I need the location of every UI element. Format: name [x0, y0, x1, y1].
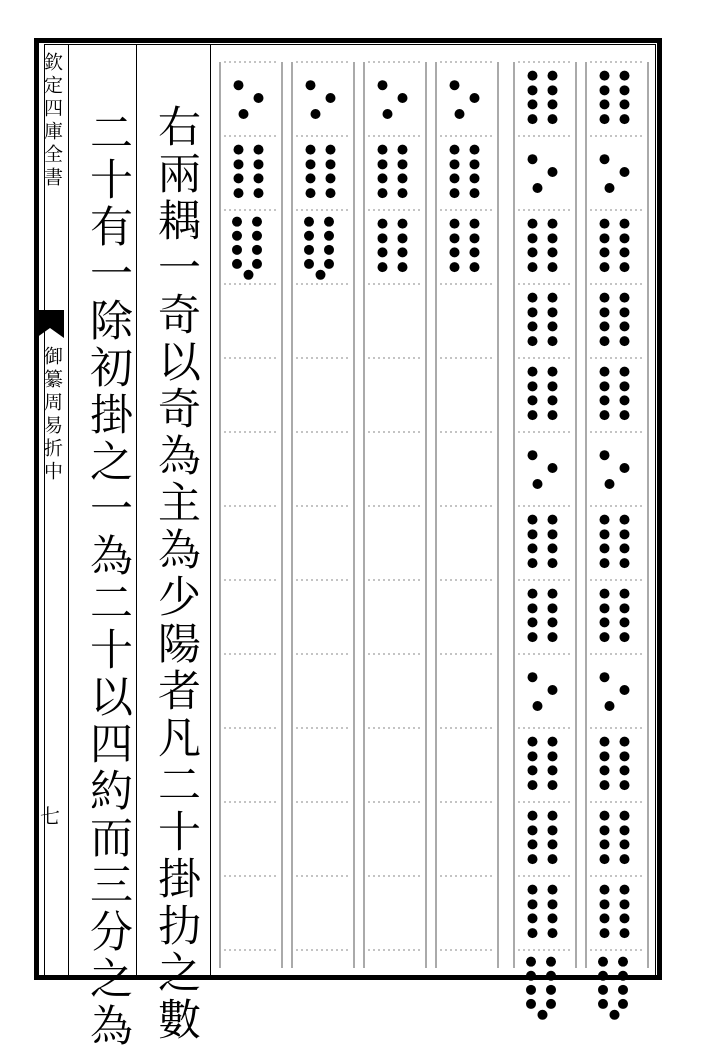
count-dot [620, 463, 630, 473]
count-dot [620, 99, 630, 109]
count-dot [252, 259, 262, 269]
count-dot [528, 617, 538, 627]
count-dot [548, 899, 558, 909]
count-dot [398, 233, 408, 243]
count-dot [548, 529, 558, 539]
count-dot [618, 957, 628, 967]
count-dot [548, 751, 558, 761]
count-dot [398, 219, 408, 229]
count-dot [620, 114, 630, 124]
count-dot [548, 395, 558, 405]
count-dot [232, 245, 242, 255]
count-dot [600, 558, 610, 568]
count-dot [548, 685, 558, 695]
count-dot [620, 410, 630, 420]
count-dot [470, 93, 480, 103]
count-dot [528, 854, 538, 864]
count-dot [600, 811, 610, 821]
count-dot [548, 367, 558, 377]
count-dot [304, 231, 314, 241]
count-dot [528, 114, 538, 124]
count-dot [600, 99, 610, 109]
count-dot [620, 293, 630, 303]
count-dot [548, 233, 558, 243]
count-dot [620, 603, 630, 613]
count-dot [526, 999, 536, 1009]
count-dot [232, 217, 242, 227]
count-dot [528, 543, 538, 553]
count-dot [324, 259, 334, 269]
count-dot [600, 913, 610, 923]
count-dot [304, 245, 314, 255]
count-dot [450, 159, 460, 169]
count-dot [548, 515, 558, 525]
count-dot [600, 751, 610, 761]
count-dot [548, 737, 558, 747]
count-dot [528, 751, 538, 761]
count-dot [470, 145, 480, 155]
count-dot [620, 780, 630, 790]
count-dot [533, 183, 543, 193]
count-dot [598, 971, 608, 981]
count-dot [600, 603, 610, 613]
count-dot [610, 1010, 620, 1020]
count-dot [398, 188, 408, 198]
count-dot [620, 928, 630, 938]
count-dot [620, 71, 630, 81]
count-dot [538, 1010, 548, 1020]
count-dot [234, 159, 244, 169]
count-dot [620, 737, 630, 747]
count-dot [548, 617, 558, 627]
count-dot [455, 109, 465, 119]
count-dot [528, 450, 538, 460]
count-dot [383, 109, 393, 119]
count-dot [528, 825, 538, 835]
count-dot [450, 247, 460, 257]
count-dot [528, 219, 538, 229]
count-dot [600, 617, 610, 627]
count-dot [528, 780, 538, 790]
count-dot [254, 188, 264, 198]
count-dot [450, 233, 460, 243]
count-dot [324, 245, 334, 255]
count-dot [528, 99, 538, 109]
count-dot [620, 589, 630, 599]
count-dot [618, 985, 628, 995]
count-dot [548, 543, 558, 553]
count-dot [528, 737, 538, 747]
count-dot [528, 381, 538, 391]
count-dot [605, 479, 615, 489]
count-dot [605, 701, 615, 711]
count-dot [398, 159, 408, 169]
count-dot [528, 262, 538, 272]
count-dot [600, 529, 610, 539]
count-dot [526, 971, 536, 981]
count-dot [600, 367, 610, 377]
count-dot [306, 80, 316, 90]
count-dot [548, 219, 558, 229]
count-dot [548, 410, 558, 420]
count-dot [378, 80, 388, 90]
count-dot [548, 825, 558, 835]
count-dot [620, 825, 630, 835]
count-dot [324, 217, 334, 227]
count-dot [528, 839, 538, 849]
count-dot [620, 885, 630, 895]
count-dot [450, 80, 460, 90]
count-dot [548, 558, 558, 568]
count-dot [598, 957, 608, 967]
count-dot [528, 321, 538, 331]
count-dot [620, 262, 630, 272]
count-dot [620, 167, 630, 177]
count-dot [234, 80, 244, 90]
count-dot [470, 247, 480, 257]
count-dot [620, 685, 630, 695]
count-dot [546, 971, 556, 981]
count-dot [618, 999, 628, 1009]
count-dot [600, 450, 610, 460]
count-dot [620, 233, 630, 243]
count-dot [528, 765, 538, 775]
count-dot [528, 395, 538, 405]
count-dot [234, 173, 244, 183]
count-dot [528, 928, 538, 938]
count-dot [600, 381, 610, 391]
count-dot [546, 999, 556, 1009]
count-dot [620, 854, 630, 864]
count-dot [316, 270, 326, 280]
count-dot [378, 262, 388, 272]
count-dot [528, 71, 538, 81]
count-dot [600, 589, 610, 599]
count-dot [600, 321, 610, 331]
count-dot [600, 262, 610, 272]
count-dot [620, 632, 630, 642]
count-dot [546, 985, 556, 995]
count-dot [526, 985, 536, 995]
count-dot [548, 913, 558, 923]
count-dot [533, 479, 543, 489]
count-dot [620, 839, 630, 849]
count-dot [324, 231, 334, 241]
count-dot [232, 231, 242, 241]
count-dot [600, 632, 610, 642]
count-dot [528, 515, 538, 525]
count-dot [548, 603, 558, 613]
count-dot [600, 854, 610, 864]
count-dot [548, 293, 558, 303]
count-dot [600, 233, 610, 243]
count-dot [254, 173, 264, 183]
count-dot [326, 93, 336, 103]
count-dot [232, 259, 242, 269]
count-dot [548, 247, 558, 257]
count-dot [548, 632, 558, 642]
count-dot [600, 307, 610, 317]
count-dot [528, 529, 538, 539]
text-column-1: 右兩耦一奇以奇為主為少陽者凡二十掛扐之數 [151, 104, 201, 1044]
count-dot [252, 245, 262, 255]
count-dot [598, 999, 608, 1009]
count-dot [254, 159, 264, 169]
count-dot [528, 307, 538, 317]
count-dot [548, 71, 558, 81]
count-dot [548, 336, 558, 346]
count-dot [600, 410, 610, 420]
count-dot [620, 515, 630, 525]
count-dot [600, 899, 610, 909]
count-dot [600, 928, 610, 938]
count-dot [620, 336, 630, 346]
count-dot [620, 307, 630, 317]
count-dot [620, 219, 630, 229]
count-dot [234, 188, 244, 198]
count-dot [528, 589, 538, 599]
count-dot [528, 899, 538, 909]
count-dot [600, 672, 610, 682]
count-dot [306, 188, 316, 198]
count-dot [326, 159, 336, 169]
count-dot [548, 99, 558, 109]
count-dot [600, 765, 610, 775]
count-dot [254, 145, 264, 155]
count-dot [620, 529, 630, 539]
count-dot [620, 765, 630, 775]
count-dot [311, 109, 321, 119]
count-dot [548, 885, 558, 895]
count-dot [239, 109, 249, 119]
count-dot [326, 173, 336, 183]
count-dot [306, 173, 316, 183]
count-dot [548, 928, 558, 938]
count-dot [304, 217, 314, 227]
count-dot [620, 367, 630, 377]
count-dot [528, 293, 538, 303]
count-dot [548, 854, 558, 864]
count-dot [378, 247, 388, 257]
count-dot [620, 913, 630, 923]
count-dot [620, 247, 630, 257]
count-dot [548, 765, 558, 775]
count-dot [600, 515, 610, 525]
count-dot [528, 672, 538, 682]
count-dot [548, 839, 558, 849]
count-dot [528, 632, 538, 642]
count-dot [244, 270, 254, 280]
count-dot [398, 262, 408, 272]
count-dot [306, 159, 316, 169]
count-dot [548, 381, 558, 391]
count-dot [600, 543, 610, 553]
book-title: 欽定四庫全書 [41, 52, 63, 190]
count-dot [378, 188, 388, 198]
count-dot [378, 173, 388, 183]
count-dot [605, 183, 615, 193]
count-dot [598, 985, 608, 995]
count-dot [326, 188, 336, 198]
count-dot [618, 971, 628, 981]
count-dot [304, 259, 314, 269]
count-dot [234, 145, 244, 155]
count-dot [526, 957, 536, 967]
count-dot [528, 85, 538, 95]
count-dot [548, 463, 558, 473]
count-dot [620, 381, 630, 391]
count-dot [620, 321, 630, 331]
count-dot [548, 307, 558, 317]
text-column-2: 二十有一除初掛之一為二十以四約而三分之為 [83, 110, 133, 1050]
count-dot [528, 885, 538, 895]
count-dot [378, 219, 388, 229]
count-dot [600, 85, 610, 95]
count-dot [600, 247, 610, 257]
count-dot [450, 188, 460, 198]
count-dot [620, 899, 630, 909]
count-dot [600, 336, 610, 346]
count-dot [470, 219, 480, 229]
count-dot [450, 145, 460, 155]
count-dot [528, 410, 538, 420]
count-dot [470, 188, 480, 198]
count-dot [378, 159, 388, 169]
count-dot [600, 825, 610, 835]
count-dot [528, 558, 538, 568]
count-dot [548, 262, 558, 272]
count-dot [470, 173, 480, 183]
count-dot [470, 262, 480, 272]
count-dot [252, 217, 262, 227]
count-dot [470, 233, 480, 243]
count-dot [548, 780, 558, 790]
page-number: 七 [40, 804, 60, 828]
count-dot [533, 701, 543, 711]
count-dot [600, 114, 610, 124]
count-dot [548, 85, 558, 95]
count-dot [528, 811, 538, 821]
count-dot [600, 780, 610, 790]
count-dot [528, 336, 538, 346]
count-dot [620, 543, 630, 553]
count-dot [254, 93, 264, 103]
count-dot [620, 395, 630, 405]
count-dot [398, 93, 408, 103]
count-dot [620, 558, 630, 568]
count-dot [548, 167, 558, 177]
count-dot [528, 913, 538, 923]
count-dot [450, 262, 460, 272]
count-dot [528, 233, 538, 243]
count-dot [450, 173, 460, 183]
count-dot [470, 159, 480, 169]
count-dot [528, 154, 538, 164]
count-dot [620, 811, 630, 821]
chapter-title: 御纂周易折中 [41, 346, 63, 484]
count-dot [548, 811, 558, 821]
count-dot [620, 751, 630, 761]
count-dot [620, 85, 630, 95]
count-dot [600, 71, 610, 81]
count-dot [546, 957, 556, 967]
count-dot [450, 219, 460, 229]
count-dot [620, 617, 630, 627]
count-dot [600, 737, 610, 747]
count-dot [600, 219, 610, 229]
count-dot [378, 145, 388, 155]
count-dot [398, 173, 408, 183]
count-dot [252, 231, 262, 241]
count-dot [378, 233, 388, 243]
count-dot [398, 145, 408, 155]
count-dot [326, 145, 336, 155]
count-dot [600, 293, 610, 303]
count-dot [600, 154, 610, 164]
count-dot [548, 114, 558, 124]
count-dot [600, 395, 610, 405]
count-dot [528, 603, 538, 613]
count-dot [528, 247, 538, 257]
count-dot [548, 321, 558, 331]
count-dot [600, 885, 610, 895]
count-dot [600, 839, 610, 849]
count-dot [528, 367, 538, 377]
count-dot [548, 589, 558, 599]
count-dot [398, 247, 408, 257]
count-dot [306, 145, 316, 155]
